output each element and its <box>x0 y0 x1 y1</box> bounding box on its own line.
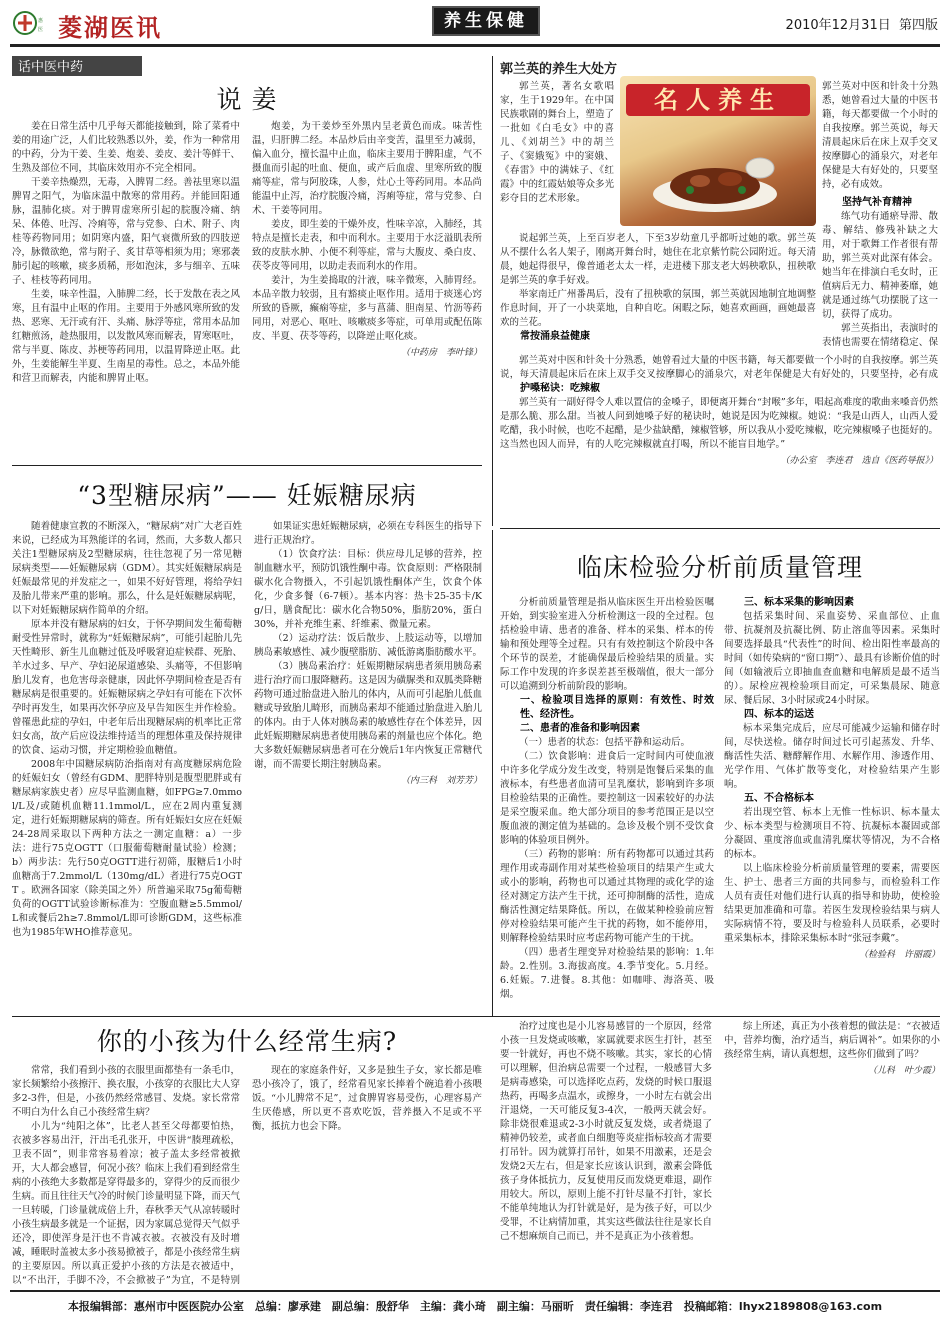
rule-lower <box>12 1016 940 1017</box>
para: 郭兰英，著名女歌唱家，生于1929年。在中国民族歌剧的舞台上，塑造了一批如《白毛女》中的喜儿、《刘胡兰》中的胡兰子、《窦娥冤》中的窦娥、《春雷》中的满妹子、《红霞》中的红霞姑娘等众多光彩夺目的艺术形象。 <box>500 81 614 204</box>
header-rule <box>10 44 940 47</box>
para: 以上临床检验分析前质量管理的要素，需要医生、护士、患者三方面的共同参与，而检验科工作人员有责任对他们进行认真的指导和协助，使检验结果更加准确和可靠。若医生发现检验结果与病人实际病情不符，要及时与检验科人员联系，必要时重采集标本，排除采集标本时“张冠李戴”。 <box>724 863 940 944</box>
article-diabetes <box>12 470 482 1010</box>
column-label-text: 话中医中药 <box>18 60 84 75</box>
article-diabetes-col1 <box>12 520 242 1010</box>
para: 练气功有通瘀导滞、散毒、解结、修残补缺之大用，对于歌舞工作者很有帮助，郭兰英对此深有体会。她当年在排演白毛女时，正值病后无力、精神萎靡，她就是通过练气功摆脱了这一切，获得了成功。 <box>822 211 938 320</box>
para: 若出现空管、标本上无惟一性标识、标本量太少、标本类型与检测项目不符、抗凝标本凝固或部分凝固、重度溶血或血清乳糜状等情况，为不合格的标本。 <box>724 807 940 860</box>
byline: （儿科 叶少霞） <box>867 1066 940 1076</box>
para: 姜皮，即生姜的干燥外皮，性味辛凉，入肺经，其特点是擅长走表，和中而利水。主要用于水泛溢肌表所致的皮肤水肿、小便不利等症，常与大腹皮、桑白皮、茯苓皮等同用，以助走表而利水的作用。 <box>252 219 482 272</box>
article-guolanying-title: 郭兰英的养生大处方 <box>500 62 618 77</box>
article-ginger-title: 说 姜 <box>216 85 278 114</box>
article-diabetes-title: “3型糖尿病”—— 妊娠糖尿病 <box>77 481 417 510</box>
para: 姜汁，为生姜捣取的汁液，味辛微寒，入肺胃经。本品辛散力较弱，且有豁痰止呕作用。适用于痰迷心窍所致的昏厥，癫痫等症，多与菖蒲、胆南星、竹沥等药同用，对恶心、呕吐、咳嗽痰多等症，可单用或配伍陈皮、半夏、茯苓等药，以降逆止呕化痰。 <box>252 275 482 342</box>
para: 2008年中国糖尿病防治指南对有高度糖尿病危险的妊娠妇女（曾经有GDM、肥胖特别是腹型肥胖或有糖尿病家族史者）应尽早监测血糖，如FPG≥7.0mmol/L及/或随机血糖11.1mmol/L，应在2周内重复测定，进行妊娠期糖尿病的筛查。所有妊娠妇女应在妊娠24-28周采取以下两种方法之一测定血糖：a）一步法：进行75克OGTT（口服葡萄糖耐量试验）检测；b）两步法：先行50克OGTT进行初筛，服糖后1小时血糖高于7.2mmol/L（130mg/dL）者进行75克OGTT 。欧洲各国家（除美国之外）所普遍采取75g葡萄糖负荷的OGTT试验诊断标准为：空腹血糖≥5.5mmol/L和或餐后2h≥7.8mmol/L即可诊断GDM，这些标准也为1985年WHO推荐意见。 <box>12 759 242 938</box>
byline: （内三科 刘芳芳） <box>400 776 482 786</box>
para: 干姜辛热燥烈，无毒，入脾胃二经。善祛里寒以温脾胃之阳气，为临床温中散寒的常用药。并能回阳通脉，温肺化痰。对于脾胃虚寒所引起的脘腹冷痛、纳呆、体倦、吐泻、冷痢等，常与党参、白术、附子、肉桂等药物同用；如阴寒内盛，阳气衰微所致的四肢逆冷，脉微欲绝，常与附子、炙甘草等相须为用；寒邪袭肺引起的咳嗽，痰多质稀，形如泡沫，多与细辛、五味子、桂枝等药同用。 <box>12 177 240 286</box>
subhead: 一、检验项目选择的原则：有效性、时效性、经济性。 <box>520 695 714 720</box>
rule-mid-right <box>500 528 940 529</box>
article-child-col4 <box>724 1020 940 1286</box>
rule-mid-left <box>12 465 482 466</box>
article-child <box>12 1020 940 1286</box>
svg-text:惠: 惠 <box>38 18 44 24</box>
article-child-col1 <box>12 1064 240 1286</box>
para: 举家南迁广州番禺后，没有了扭秧歌的氛围，郭兰英就因地制宜地调整作息时间，开了一小块菜地，自种自吃。闲暇之际，她喜欢画画，画她最喜欢的兰花。 <box>500 289 816 328</box>
issue-text: 第四版 <box>898 18 938 33</box>
para: 姜在日常生活中几乎每天都能接触到，除了菜肴中姜的用途广泛，人们比较熟悉以外，姜，作为一种常用的中药，分为干姜、生姜、炮姜、姜皮、姜汁等鲜干、生熟及部位不同，其临床效用亦不完全相同。 <box>12 121 240 174</box>
para: 生姜，味辛性温，入肺脾二经，长于发散在表之风寒，且有温中止呕的作用。主要用于外感风寒所致的发热、恶寒、无汗或有汗、头痛、脉浮等症，常用本品加红糖煎汤，趁热服用，以发散风寒而解表，胃寒呕吐，常与半夏、陈皮、苏梗等药同用，以温胃降逆止呕。此外，生姜能解生半夏、生南星的毒性。总之，本品外能和营卫而解表，内能和脾胃止呕。 <box>12 289 240 384</box>
logo-icon <box>12 10 56 36</box>
subhead: 三、标本采集的影响因素 <box>744 597 854 608</box>
masthead <box>8 4 942 44</box>
section-badge <box>432 6 540 36</box>
footer-credits: 本报编辑部：惠州市中医医院办公室 总编：廖承建 副总编：殷舒华 主编：龚小琦 副主编：马丽昕 责任编辑：李连君 投稿邮箱：lhyx2189808@163.com <box>67 1300 883 1313</box>
badge-label: 名人养生 <box>626 84 810 116</box>
article-ginger-col1 <box>12 120 240 458</box>
article-ginger <box>12 80 482 460</box>
article-diabetes-col2 <box>254 520 482 1010</box>
article-guolanying-col3 <box>500 232 816 352</box>
para: 现在的家庭条件好，又多是独生子女，家长都是唯恐小孩冷了，饿了，经常看见家长捧着个碗追着小孩喂饭。“小儿脾常不足”，过食脾胃容易受伤，心理容易产生厌倦感，所以更不喜欢吃饭，营养摄入不足或不平衡，抵抗力也会下降。 <box>252 1065 482 1132</box>
section-title: 养生保健 <box>444 11 528 31</box>
para: （3）胰岛素治疗：妊娠期糖尿病患者须用胰岛素进行治疗而口服降糖药。这是因为磺脲类和双胍类降糖药物可通过胎盘进入胎儿的体内，从而可引起胎儿低血糖或导致胎儿畸形，而胰岛素却不能通过胎盘进入胎儿的体内。由于人体对胰岛素的敏感性存在个体差异，因此妊娠期糖尿病患者使用胰岛素的剂量也应个体化。绝大多数妊娠糖尿病患者可在分娩后1年内恢复正常糖代谢，而不需要长期注射胰岛素。 <box>254 661 482 770</box>
para: 如果证实患妊娠糖尿病，必须在专科医生的指导下进行正规治疗。 <box>254 521 482 546</box>
para: 随着健康宣教的不断深入，“糖尿病”对广大老百姓来说，已经成为耳熟能详的名词，然而，大多数人都只关注1型糖尿病及2型糖尿病，往往忽视了另一常见糖尿病类型——妊娠糖尿病（GDM）。其实妊娠糖尿病是妊娠最常见的并发症之一，如果不好好管理，将给孕妇及胎儿带来严重的影响。那么，什么是妊娠糖尿病呢，以下对妊娠糖尿病作简单的介绍。 <box>12 521 242 616</box>
para: 炮姜，为干姜炒至外黑内呈老黄色而成。味苦性温，归肝脾二经。本品炒后由辛变苦，温里至力减弱，偏入血分，擅长温中止血，临床主要用于脾阳虚，气不摄血而引起的吐血、便血，或产后血虚、里寒所致的腹痛等症，常与阿胶珠，人参，灶心土等药同用。本品尚能温中止泻，治疗脘腹冷痛，泻痢等症，常与党参、白术、干姜等同用。 <box>252 121 482 216</box>
para: （1）饮食疗法：目标：供应母儿足够的营养，控制血糖水平，预防饥饿性酮中毒。饮食原则：严格限制碳水化合物摄入，不引起饥饿性酮体产生，饮食个体化，少食多餐（6-7顿）。基本内容：热卡25-35卡/Kg/日，膳食配比：碳水化合物50%，脂肪20%，蛋白30%，并补充维生素、纤维素、微量元素。 <box>254 549 482 630</box>
byline: （中药房 李叶锋） <box>400 348 482 358</box>
para: 治疗过度也是小儿容易感冒的一个原因，经常小孩一旦发烧或咳嗽，家属就要求医生打针，甚至要一针就好，再也不烧不咳嗽。其实，家长的心情可以理解，但治病总需要一个过程，一般感冒大多是病毒感染，可以选择吃点药，发烧的时候口服退热药，再喝多点温水，或擦身，一小时左右就会出汗退烧，一天可能反复3-4次，一般两天就会好。除非烧很难退或2-3小时就反复发烧，或者烧退了精神仍较差，或者血白细胞等炎症指标较高才需要打吊针。因为就算打吊针，如果不用激素，还是会发烧2天左右，但是家长应该认识到，激素会降低孩子身体抵抗力，反复使用反而发烧更难退，副作用较大。所以，原则上能不打针尽量不打针，家长不能单纯地认为打针就是好，是为孩子好，可以少受罪，不让病情加重，其实这些做法往往是家长自己不想麻烦自己而已，并不是真正为小孩着想。 <box>500 1021 712 1242</box>
subhead: 坚持气补育精神 <box>842 197 912 208</box>
issue-date <box>786 14 938 33</box>
column-label <box>12 56 142 76</box>
vertical-rule-2 <box>492 530 493 1016</box>
article-child-col3 <box>500 1020 712 1286</box>
subhead: 四、标本的运送 <box>744 709 814 720</box>
para: 郭兰英有一副好得令人难以置信的金嗓子，即便离开舞台“封喉”多年，唱起高难度的歌曲来嗓音仍然是那么脆、那么甜。当被人问到她嗓子好的秘诀时，她说是因为吃辣椒。她说：“我是山西人，山西人爱吃醋，我小时候，也吃不起醋，是少盐缺醋，辣椒管够，所以我从小爱吃辣椒，吃完辣椒嗓子也挺好的。这当然也因人而异，有的人吃完辣椒就直打喝，所以不能盲目地学。” <box>500 397 938 450</box>
para: （二）饮食影响：进食后一定时间内可使血液中许多化学成分发生改变，特别是饱餐后采集的血液标本，有些患者血清可呈乳糜状，影响到许多项目检验结果的正确性。要控制这一因素较好的办法是采空腹采血。绝大部分项目的参考范围正是以空腹血液的测定值为基础的。急诊及极个别不受饮食影响的体验项目例外。 <box>500 751 714 846</box>
para: 标本采集完成后，应尽可能减少运输和储存时间，尽快送检。储存时间过长可引起蒸发、升华、酶活性失活、糖酵解作用、水解作用、渗透作用、光学作用、气体扩散等变化，对检验结果产生影响。 <box>724 723 940 790</box>
article-guolanying <box>500 56 940 526</box>
article-guolanying-col4 <box>500 354 938 524</box>
article-child-title: 你的小孩为什么经常生病? <box>96 1027 398 1056</box>
subhead: 常按涌泉益健康 <box>520 331 590 342</box>
para: （一）患者的状态：包括平静和运动后。 <box>519 737 691 748</box>
svg-text:医: 医 <box>38 27 44 33</box>
article-lab-title: 临床检验分析前质量管理 <box>576 553 863 582</box>
para: 包括采集时间、采血姿势、采血部位、止血带、抗凝剂及抗凝比例、防止溶血等因素。采集时间要选择最具“代表性”的时间、检出阳性率最高的时间（如传染病的“窗口期”）、最具有诊断价值的时间（如输液后立即抽血查血糖和电解质是最不适当的）。尿检应视检验项目而定，可采集晨尿、随意尿、餐后尿、3小时尿或24小时尿。 <box>724 611 940 706</box>
dish-icon <box>650 146 780 216</box>
byline: （办公室 李连君 选自《医药导报》） <box>780 456 938 466</box>
para: （四）患者生理变异对检验结果的影响：1.年龄。2.性别。3.海拔高度。4.季节变化。5.月经。6.妊娠。7.进餐。8.其他：如咖啡、海洛英、吸烟。 <box>500 947 714 1000</box>
para: 分析前质量管理是指从临床医生开出检验医嘱开始，到实验室进入分析检测这一段的全过程。包括检验申请、患者的准备、样本的采集、样本的传输和预处理等全过程。只有有效控制这个阶段中各个环节的误差，才能确保最后检验结果的质量。实际工作中发现的许多误差甚至极端值，很大一部分可以追溯到分析前阶段的影响。 <box>500 597 714 692</box>
subhead: 护嗓秘诀：吃辣椒 <box>520 383 600 394</box>
vertical-rule <box>492 56 493 526</box>
para: 小儿为“纯阳之体”，比老人甚至父母都要怕热，衣被多容易出汗，汗出毛孔张开，中医讲“腠理疏松，卫表不固”，则非常容易着凉；被子盖太多经常被掀开，大人都会感冒，何况小孩？临床上我们看到经常生病的小孩绝大多数都是穿得最多的，穿得少的反而很少生病。而且往往天气冷的时候门诊量明显下降，而天气一旦转暖，门诊量就成倍上升，春秋季天气从凉转暖时小孩生病最多就是一个证据，因为家属总觉得天气似乎还冷，即使浑身是汗也不肯减衣被。衣被没有及时增减，睡眠时盖被太多小孩易掀被子，都是小孩经常生病的主要原因。所以真正爱护小孩的方法是衣被适中，以“不出汗，手脚不冷，不会掀被子”为宜，不是特别 <box>12 1121 240 1286</box>
para: 郭兰英对中医和针灸十分熟悉，她曾看过大量的中医书籍，每天都要做一个小时的自我按摩。郭兰英说，每天清晨起床后在床上双手交叉按摩脚心的涌泉穴，对老年保健是大有好处的，只要坚持，必有成效。 <box>822 81 938 190</box>
para: 郭兰英对中医和针灸十分熟悉，她曾看过大量的中医书籍，每天都要做一个小时的自我按摩。郭兰英说，每天清晨起床后在床上双手交叉按摩脚心的涌泉穴，对老年保健是大有好处的，只要坚持，必有成 <box>500 355 938 380</box>
article-lab <box>500 532 940 1016</box>
article-ginger-col2 <box>252 120 482 458</box>
para: 原本并没有糖尿病的妇女，于怀孕期间发生葡萄糖耐受性异常时，就称为“妊娠糖尿病”，可能引起胎儿先天性畸形、新生儿血糖过低及呼吸窘迫症候群、死胎、羊水过多、早产、孕妇泌尿道感染、头痛等，不但影响胎儿发育，也危害母亲健康，因此怀孕期间检查是否有糖尿病是很重要的。妊娠糖尿病之孕妇有可能在下次怀孕时再发生，如果再次怀孕应及早告知医生并作检验。曾罹患此症的孕妇，中老年后出现糖尿病的机率比正常妇女高，故产后应设法维持适当的理想体重及保持规律的饮食、运动习惯，并定期检验血糖值。 <box>12 619 242 756</box>
para: 综上所述，真正为小孩着想的做法是：“衣被适中，营养均衡，治疗适当，病后调补”。如果你的小孩经常生病，请认真想想，这些你们做到了吗？ <box>724 1021 940 1060</box>
article-child-col2 <box>252 1064 482 1286</box>
para: 郭兰英指出，表演时的表情也需要在情绪稳定、保 <box>822 323 938 348</box>
article-lab-col1 <box>500 596 714 1016</box>
footer-rule <box>10 1290 940 1292</box>
para: （三）药物的影响：所有药物都可以通过其药理作用或毒副作用对某些检验项目的结果产生或大或小的影响，药物也可以通过其物理的或化学的途径对测定方法产生干扰，还可抑制酶的活性，造成酶活性测定结果降低。所以，在做某种检验前应暂停对检验结果可能产生干扰的药物，如不能停用，则解释检验结果时应考虑药物可能产生的干扰。 <box>500 849 714 944</box>
para: 常常，我们看到小孩的衣服里面都垫有一条毛巾，家长频繁给小孩擦汗、换衣服，小孩穿的衣服比大人穿多2-3件，但是，小孩仍然经常感冒、发烧。家长常常不明白为什么自己小孩经常生病？ <box>12 1065 240 1118</box>
para: （2）运动疗法：饭后散步、上肢运动等，以增加胰岛素敏感性、减少腹壁脂肪、减低游离脂肪酸水平。 <box>254 633 482 658</box>
para: 说起郭兰英，上至百岁老人，下至3岁幼童几乎都听过她的歌。郭兰英从不摆什么名人架子，刚离开舞台时，她住在北京紫竹院公园附近。每天清晨，她起得很早，像普通老太太一样，走进楼下那支老大妈秧歌队，扭秧歌是郭兰英的拿手好戏。 <box>500 233 816 286</box>
brand-title: 菱湖医讯 <box>58 14 162 42</box>
byline: （检验科 许丽霞） <box>858 950 940 960</box>
famous-health-image <box>620 76 816 226</box>
article-lab-col2 <box>724 596 940 1016</box>
subhead: 五、不合格标本 <box>744 793 814 804</box>
date-text: 2010年12月31日 <box>785 18 891 33</box>
subhead: 二、患者的准备和影响因素 <box>520 723 640 734</box>
article-guolanying-col2 <box>822 80 938 350</box>
